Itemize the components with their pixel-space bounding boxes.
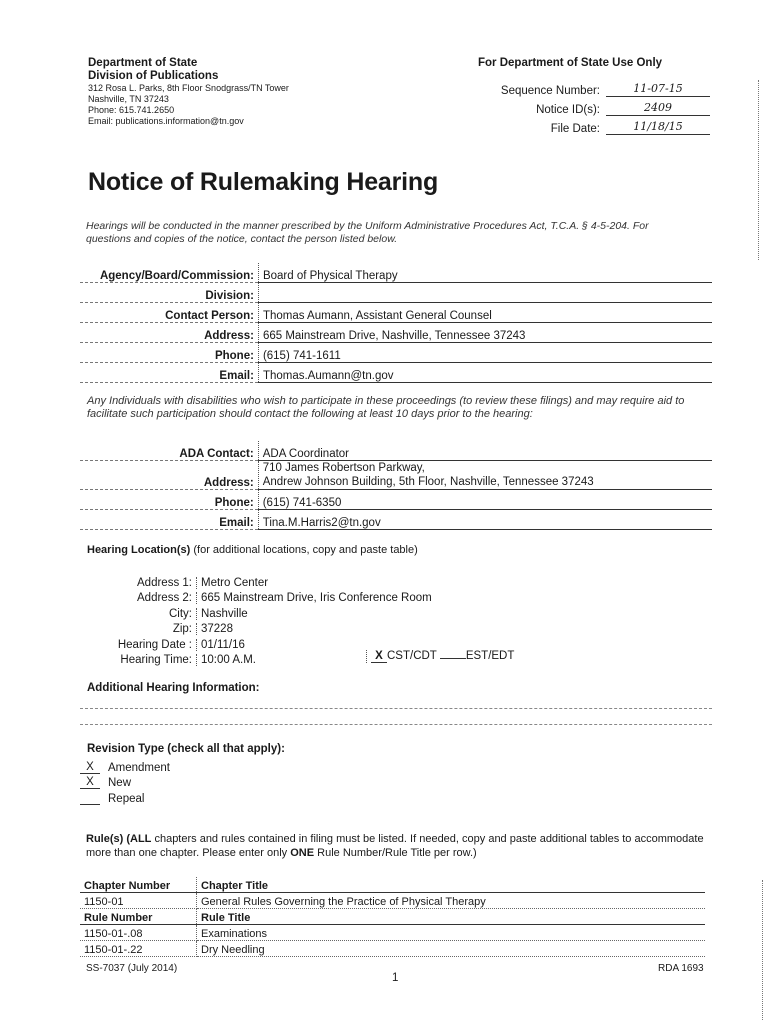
table-row — [80, 941, 705, 957]
contact-row — [80, 303, 712, 323]
zip-value: 37228 — [201, 623, 233, 635]
hearing-location-note: (for additional locations, copy and paste table) — [193, 544, 418, 556]
chapter-number-header: Chapter Number — [80, 877, 197, 893]
contact-label: Contact Person: — [80, 303, 258, 323]
page-number: 1 — [392, 972, 399, 984]
additional-info-heading: Additional Hearing Information: — [87, 682, 260, 694]
dept-phone: Phone: 615.741.2650 — [88, 105, 175, 115]
table-row — [80, 877, 705, 893]
repeal-label: Repeal — [108, 792, 145, 805]
ada-address-label: Address: — [80, 461, 258, 490]
agency-value: Board of Physical Therapy — [258, 263, 712, 283]
new-label: New — [108, 777, 132, 789]
chapter-title: General Rules Governing the Practice of Physical Therapy — [197, 893, 706, 909]
hearing-date-label: Hearing Date : — [100, 639, 197, 651]
phone-value: (615) 741-1611 — [258, 343, 712, 363]
sequence-label: Sequence Number: — [500, 85, 600, 97]
phone-label: Phone: — [80, 343, 258, 363]
ada-table — [80, 441, 712, 530]
rules-note — [86, 833, 706, 860]
scan-edge-line — [762, 880, 763, 1020]
division-label: Division: — [80, 283, 258, 303]
ada-phone-value: (615) 741-6350 — [258, 490, 712, 510]
address2-value: 665 Mainstream Drive, Iris Conference Room — [201, 592, 432, 604]
intro-text: Hearings will be conducted in the manner prescribed by the Uniform Administrative Procedures Act, T.C.A. § 4-5-204. For questions and copies of the notice, contact the person listed below. — [86, 220, 649, 245]
ada-contact-label: ADA Contact: — [80, 441, 258, 461]
rule-number: 1150-01-.08 — [80, 925, 197, 941]
cst-mark[interactable]: X — [371, 650, 387, 663]
notice-id-label: Notice ID(s): — [536, 104, 600, 116]
zip-label: Zip: — [100, 623, 197, 635]
rule-title-header: Rule Title — [197, 909, 706, 925]
hearing-time-label: Hearing Time: — [100, 654, 197, 666]
rule-title: Dry Needling — [197, 941, 706, 957]
rule-number: 1150-01-.22 — [80, 941, 197, 957]
city-value: Nashville — [201, 607, 248, 620]
address1-label: Address 1: — [100, 577, 197, 589]
timezone-selector — [366, 650, 514, 663]
rules-note-body: chapters and rules contained in filing must be listed. If needed, copy and paste additional tables to accommodate more than one chapter. Please enter only — [86, 833, 704, 859]
state-use-box — [470, 57, 710, 135]
amendment-label: Amendment — [108, 761, 171, 774]
address-label: Address: — [80, 323, 258, 343]
ada-contact-value: ADA Coordinator — [258, 441, 712, 461]
rule-title: Examinations — [197, 925, 706, 941]
file-date-value: 11/18/15 — [606, 120, 710, 135]
rules-note-end: Rule Number/Rule Title per row.) — [317, 846, 477, 859]
dept-address: 312 Rosa L. Parks, 8th Floor Snodgrass/TN Tower — [88, 83, 289, 93]
agency-label: Agency/Board/Commission: — [80, 263, 258, 283]
chapter-title-header: Chapter Title — [197, 877, 706, 893]
rule-number-header: Rule Number — [80, 909, 197, 925]
ada-address-line2: Andrew Johnson Building, 5th Floor, Nashville, Tennessee 37243 — [262, 476, 594, 488]
table-row — [80, 909, 705, 925]
rules-note-prefix: Rule(s) — [86, 833, 124, 845]
address1-value: Metro Center — [201, 576, 269, 589]
hearing-location-title: Hearing Location(s) — [87, 544, 191, 556]
dept-name: Department of State — [88, 57, 198, 69]
state-use-heading: For Department of State Use Only — [478, 57, 663, 69]
email-row — [80, 363, 712, 383]
file-date-label: File Date: — [550, 123, 600, 135]
scan-edge-line — [758, 80, 759, 260]
email-value: Thomas.Aumann@tn.gov — [258, 363, 712, 383]
rules-note-one: ONE — [290, 846, 315, 859]
ada-phone-label: Phone: — [80, 490, 258, 510]
hearing-date-value: 01/11/16 — [201, 638, 245, 651]
address-value: 665 Mainstream Drive, Nashville, Tennessee 37243 — [258, 323, 712, 343]
est-mark[interactable] — [440, 658, 466, 659]
hearing-time-value: 10:00 A.M. — [201, 654, 256, 666]
ada-address-value — [258, 461, 712, 490]
repeal-check[interactable] — [80, 804, 100, 805]
rda-number: RDA 1693 — [658, 963, 704, 974]
revision-heading: Revision Type (check all that apply): — [87, 743, 285, 755]
division-name: Division of Publications — [88, 70, 219, 82]
ada-email-value: Tina.M.Harris2@tn.gov — [258, 510, 712, 530]
rules-table — [80, 877, 705, 957]
page-title: Notice of Rulemaking Hearing — [88, 168, 439, 196]
additional-info-line — [80, 708, 712, 709]
address-row — [80, 323, 712, 343]
ada-address-line1: 710 James Robertson Parkway, — [262, 462, 425, 474]
phone-row — [80, 343, 712, 363]
address2-label: Address 2: — [100, 592, 197, 604]
form-number: SS-7037 (July 2014) — [86, 963, 178, 974]
disability-note: Any Individuals with disabilities who wish to participate in these proceedings (to review these filings) and may require aid to facilitate such participation should contact the following at least 10 days prior to the hearing: — [87, 395, 685, 420]
city-label: City: — [100, 608, 197, 620]
revision-list — [80, 758, 170, 805]
ada-email-label: Email: — [80, 510, 258, 530]
rules-note-all: (ALL — [126, 833, 152, 845]
sequence-value: 11-07-15 — [606, 82, 710, 97]
agency-row — [80, 263, 712, 283]
division-row — [80, 283, 712, 303]
hearing-location-heading — [87, 544, 418, 556]
table-row — [80, 893, 705, 909]
table-row — [80, 925, 705, 941]
dept-city: Nashville, TN 37243 — [88, 94, 169, 104]
contact-value: Thomas Aumann, Assistant General Counsel — [258, 303, 712, 323]
division-value — [258, 283, 712, 303]
notice-id-value: 2409 — [606, 101, 710, 116]
email-label: Email: — [80, 363, 258, 383]
new-check[interactable]: X — [80, 776, 100, 789]
dept-email: Email: publications.information@tn.gov — [88, 116, 244, 126]
chapter-number: 1150-01 — [80, 893, 197, 909]
est-label: EST/EDT — [465, 650, 515, 662]
additional-info-line — [80, 724, 712, 725]
agency-table — [80, 263, 712, 383]
department-header — [88, 57, 289, 127]
cst-label: CST/CDT — [387, 650, 437, 662]
amendment-check[interactable]: X — [80, 761, 100, 774]
